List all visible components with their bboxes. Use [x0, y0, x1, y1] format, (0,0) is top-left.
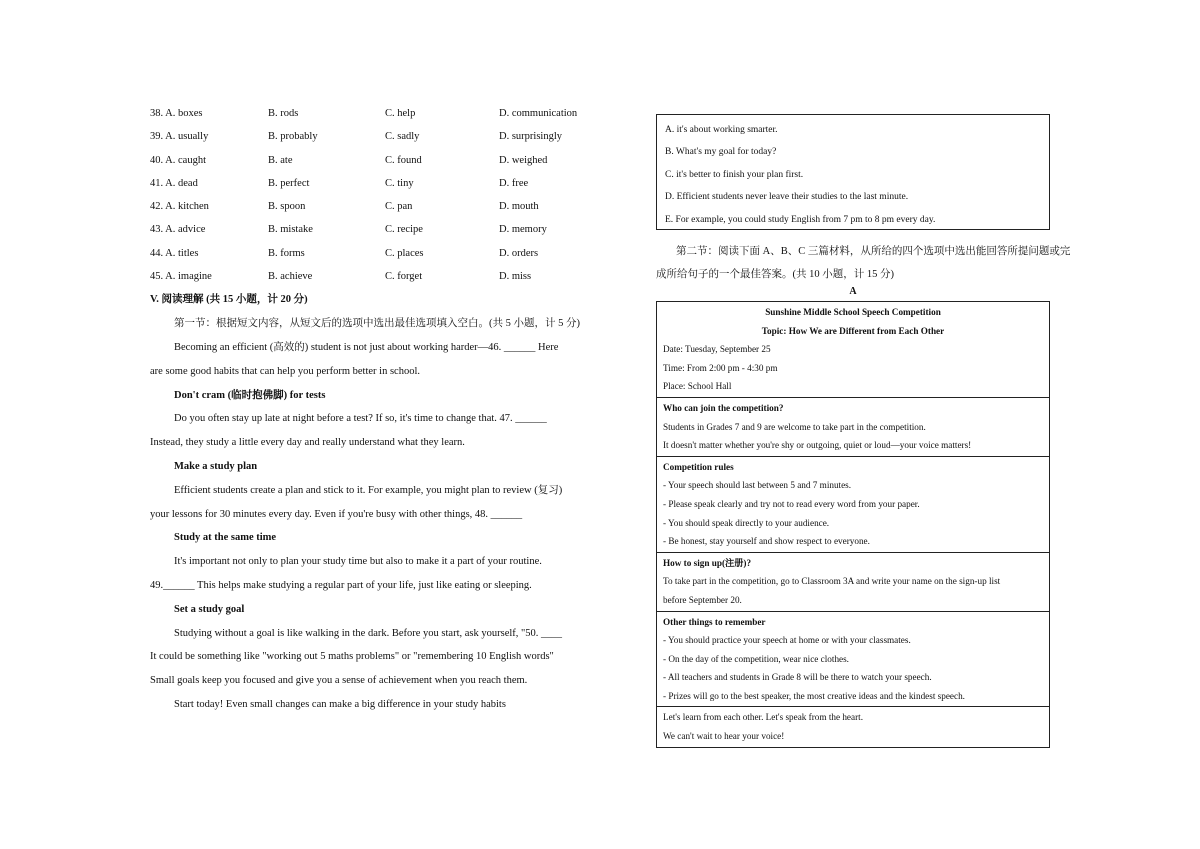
option-d: D. memory — [499, 224, 547, 236]
rule-item: - Your speech should last between 5 and 7 minutes. — [663, 480, 852, 491]
passage-subheading: Make a study plan — [174, 460, 258, 472]
signup-line-1: To take part in the competition, go to Classroom 3A and write your name on the sign-up list — [663, 576, 1001, 587]
mcq-row — [150, 242, 610, 265]
option-c: C. forget — [385, 271, 423, 283]
who-heading: Who can join the competition? — [663, 402, 784, 413]
passage-line: Start today! Even small changes can make a big difference in your study habits — [174, 698, 506, 710]
question-option-a: 40. A. caught — [150, 154, 206, 166]
mcq-row — [150, 125, 610, 148]
passage-line: Instead, they study a little every day and really understand what they learn. — [150, 437, 465, 449]
passage-line: are some good habits that can help you perform better in school. — [150, 365, 421, 377]
mcq-row — [150, 218, 610, 241]
option-b: B. rods — [268, 108, 299, 119]
other-item: - You should practice your speech at home or with your classmates. — [663, 635, 911, 646]
passage-subheading: Set a study goal — [174, 603, 245, 615]
option-b: B. spoon — [268, 201, 306, 213]
passage-line: Do you often stay up late at night before a test? If so, it's time to change that. 47. ______ — [174, 413, 547, 425]
option-b: B. ate — [268, 154, 293, 166]
passage-subheading: Don't cram (临时抱佛脚) for tests — [174, 389, 326, 401]
notice-ending — [657, 707, 1049, 746]
notice-place: Place: School Hall — [663, 381, 732, 392]
mcq-row — [150, 172, 610, 195]
option-d: D. surprisingly — [499, 131, 562, 143]
question-option-a: 41. A. dead — [150, 177, 198, 189]
notice-header — [657, 302, 1049, 398]
mcq-row — [150, 149, 610, 172]
rules-heading: Competition rules — [663, 461, 734, 472]
option-c: C. pan — [385, 201, 413, 213]
rule-item: - Be honest, stay yourself and show respect to everyone. — [663, 536, 870, 547]
answer-option: C. it's better to finish your plan first. — [665, 169, 804, 180]
notice-date: Date: Tuesday, September 25 — [663, 344, 771, 355]
passage-line: It could be something like "working out 5 maths problems" or "remembering 10 English words" — [150, 651, 554, 663]
section-v-heading: V. 阅读理解 (共 15 小题，计 20 分) — [150, 294, 308, 306]
passage-line: your lessons for 30 minutes every day. Even if you're busy with other things, 48. ______ — [150, 508, 523, 520]
option-c: C. help — [385, 108, 416, 119]
option-b: B. perfect — [268, 177, 310, 189]
part2-instr-line1: 第二节：阅读下面 A、B、C 三篇材料，从所给的四个选项中选出能回答所提问题或完 — [676, 246, 1071, 257]
mcq-row — [150, 265, 610, 288]
passage-text — [150, 336, 610, 717]
option-c: C. found — [385, 154, 422, 166]
other-heading: Other things to remember — [663, 616, 766, 627]
passage-label: A — [849, 286, 857, 297]
notice-signup — [657, 553, 1049, 612]
ending-line-1: Let's learn from each other. Let's speak from the heart. — [663, 712, 863, 723]
question-option-a: 44. A. titles — [150, 247, 199, 259]
signup-heading: How to sign up(注册)? — [663, 557, 752, 568]
other-item: - On the day of the competition, wear nice clothes. — [663, 653, 849, 664]
passage-subheading: Study at the same time — [174, 532, 277, 544]
answer-option: A. it's about working smarter. — [665, 125, 778, 135]
part2-instr-line2: 成所给句子的一个最佳答案。(共 10 小题，计 15 分) — [656, 269, 894, 280]
notice-title: Sunshine Middle School Speech Competition — [765, 307, 941, 317]
question-option-a: 38. A. boxes — [150, 108, 203, 119]
rule-item: - Please speak clearly and try not to read every word from your paper. — [663, 498, 920, 509]
who-line-2: It doesn't matter whether you're shy or outgoing, quiet or loud—your voice matters! — [663, 440, 972, 451]
question-option-a: 43. A. advice — [150, 224, 206, 236]
option-d: D. miss — [499, 271, 532, 283]
notice-rules — [657, 457, 1049, 553]
other-item: - Prizes will go to the best speaker, the most creative ideas and the kindest speech. — [663, 690, 965, 701]
mcq-row — [150, 195, 610, 218]
notice-topic: Topic: How We are Different from Each Other — [761, 325, 945, 336]
option-d: D. communication — [499, 108, 578, 119]
part1-instructions: 第一节：根据短文内容，从短文后的选项中选出最佳选项填入空白。(共 5 小题，计 5 分) — [174, 318, 580, 330]
option-d: D. mouth — [499, 201, 539, 213]
option-d: D. free — [499, 177, 529, 189]
option-c: C. sadly — [385, 131, 420, 143]
notice-box — [656, 301, 1050, 748]
right-column — [656, 114, 1071, 748]
option-c: C. recipe — [385, 224, 423, 236]
ending-line-2: We can't wait to hear your voice! — [663, 731, 785, 742]
mcq-row — [150, 102, 610, 125]
passage-line: 49.______ This helps make studying a regular part of your life, just like eating or sleeping. — [150, 579, 532, 591]
who-line-1: Students in Grades 7 and 9 are welcome to take part in the competition. — [663, 421, 926, 432]
option-b: B. mistake — [268, 224, 313, 236]
question-option-a: 42. A. kitchen — [150, 201, 209, 213]
rule-item: - You should speak directly to your audience. — [663, 517, 830, 528]
question-option-a: 39. A. usually — [150, 131, 209, 143]
passage-line: Efficient students create a plan and stick to it. For example, you might plan to review (复习) — [174, 484, 563, 496]
notice-time: Time: From 2:00 pm - 4:30 pm — [663, 362, 778, 373]
option-d: D. orders — [499, 247, 539, 259]
other-item: - All teachers and students in Grade 8 will be there to watch your speech. — [663, 672, 932, 683]
option-d: D. weighed — [499, 154, 548, 166]
notice-who — [657, 398, 1049, 457]
option-c: C. places — [385, 247, 424, 259]
mcq-list — [150, 102, 610, 288]
option-c: C. tiny — [385, 177, 414, 189]
option-b: B. forms — [268, 247, 305, 259]
option-b: B. achieve — [268, 271, 313, 283]
answer-option: B. What's my goal for today? — [665, 147, 777, 158]
signup-line-2: before September 20. — [663, 594, 742, 605]
answer-option: E. For example, you could study English from 7 pm to 8 pm every day. — [665, 214, 936, 225]
options-box — [656, 114, 1050, 230]
part2-instructions — [656, 240, 1071, 286]
passage-line: Studying without a goal is like walking in the dark. Before you start, ask yourself, "50. ____ — [174, 627, 563, 639]
question-option-a: 45. A. imagine — [150, 271, 212, 283]
left-column — [150, 102, 610, 717]
option-b: B. probably — [268, 131, 318, 143]
passage-line: Becoming an efficient (高效的) student is not just about working harder—46. ______ Here — [174, 341, 559, 353]
passage-line: It's important not only to plan your study time but also to make it a part of your routine. — [174, 556, 542, 568]
notice-other — [657, 612, 1049, 708]
passage-line: Small goals keep you focused and give you a sense of achievement when you reach them. — [150, 675, 528, 687]
answer-option: D. Efficient students never leave their studies to the last minute. — [665, 192, 909, 203]
